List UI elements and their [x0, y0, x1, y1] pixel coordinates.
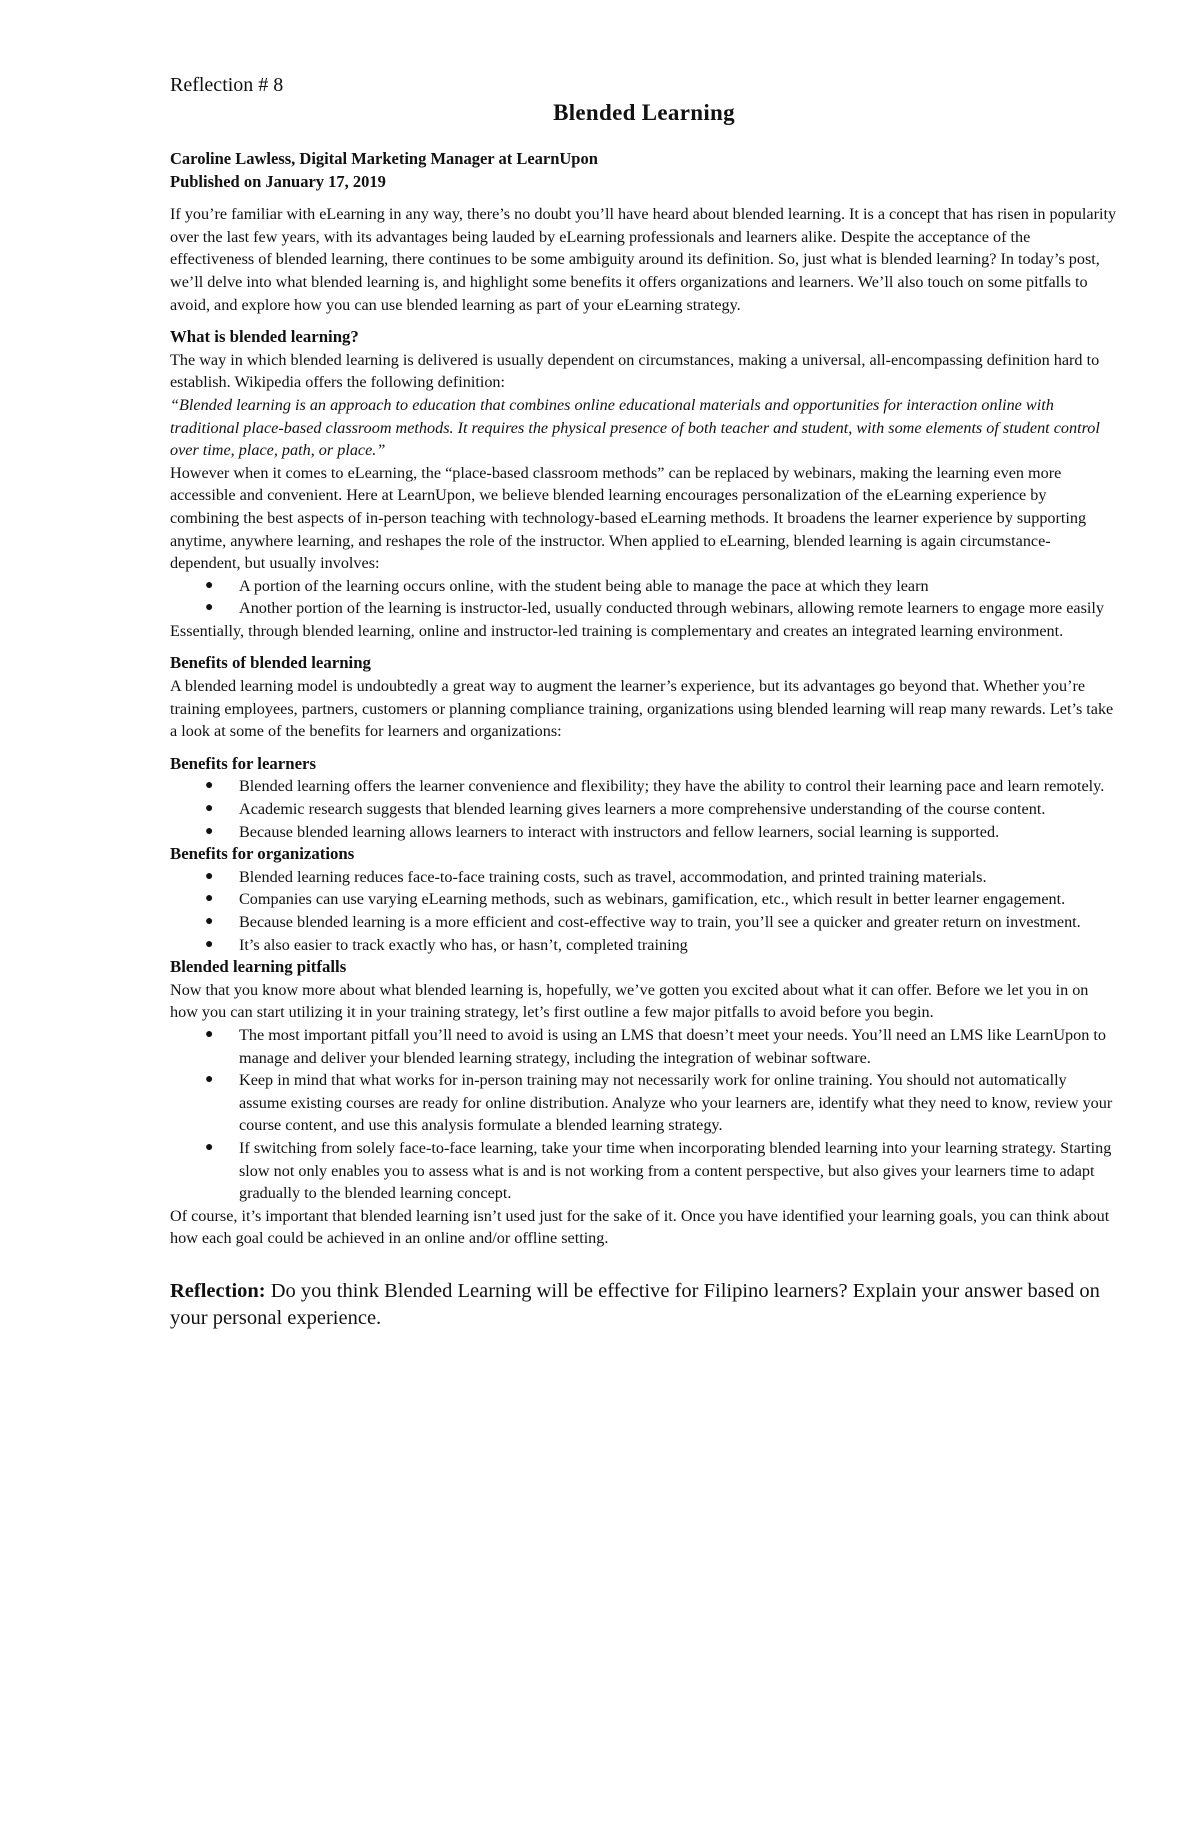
bullet-dot-icon: ●: [205, 868, 214, 884]
reflection-number: Reflection # 8: [170, 74, 284, 96]
bullet-dot-icon: ●: [205, 914, 214, 929]
list-item: [170, 1024, 1118, 1069]
list-item: [170, 775, 1118, 798]
list-item-text: Because blended learning is a more efficient and cost-effective way to train, you’ll see a quicker and greater return on investment.: [239, 913, 1081, 931]
bullet-dot-icon: ●: [205, 823, 214, 839]
pitfalls-bullet-list: [170, 1024, 1118, 1205]
list-item: [170, 934, 1118, 957]
list-item-text: The most important pitfall you’ll need to avoid is using an LMS that doesn’t meet your needs. You’ll need an LMS like LearnUpon to manage and deliver your blended learning strategy, including the integration of webinar software.: [239, 1025, 1106, 1067]
list-item-text: Academic research suggests that blended learning gives learners a more comprehensive understanding of the course content.: [239, 800, 1046, 819]
bullet-dot-icon: ●: [205, 891, 214, 907]
heading-benefits-organizations: Benefits for organizations: [170, 844, 355, 864]
what-paragraph-1: The way in which blended learning is delivered is usually dependent on circumstances, making a universal, all-encompassing definition hard to establish. Wikipedia offers the following definition:: [170, 350, 1100, 392]
list-item: [170, 597, 1118, 620]
page-title: Blended Learning: [553, 100, 735, 125]
list-item-text: If switching from solely face-to-face learning, take your time when incorporating blended learning into your learning strategy. Starting slow not only enables you to assess what is and is not working from a content perspective, but also gives your learners time to adapt gradually to the blended learning concept.: [239, 1138, 1112, 1203]
reflection-question-text: Do you think Blended Learning will be effective for Filipino learners? Explain your answer based on your personal experience.: [170, 1279, 1100, 1329]
bullet-dot-icon: ●: [205, 778, 214, 794]
bullet-dot-icon: ●: [205, 1139, 214, 1155]
reflection-question: [170, 1278, 1118, 1332]
list-item-text: A portion of the learning occurs online, with the student being able to manage the pace at which they learn: [239, 576, 929, 595]
bullet-dot-icon: ●: [205, 600, 214, 616]
heading-what-is: What is blended learning?: [170, 327, 359, 347]
bullet-dot-icon: ●: [205, 936, 214, 952]
bullet-dot-icon: ●: [205, 801, 214, 817]
pitfalls-paragraph-1: Now that you know more about what blended learning is, hopefully, we’ve gotten you excited about what it can offer. Before we let you in on how you can start utilizing it in your training strategy, let’s first outline a few major pitfalls to avoid before you begin.: [170, 980, 1089, 1022]
bullet-dot-icon: ●: [205, 1072, 214, 1088]
heading-pitfalls: Blended learning pitfalls: [170, 957, 347, 977]
list-item-text: Companies can use varying eLearning methods, such as webinars, gamification, etc., which result in better learner engagement.: [239, 890, 1066, 909]
list-item-text: It’s also easier to track exactly who has, or hasn’t, completed training: [239, 935, 688, 954]
list-item: [170, 888, 1118, 911]
heading-benefits-learners: Benefits for learners: [170, 753, 317, 773]
list-item: [170, 1069, 1118, 1137]
list-item: [170, 798, 1118, 821]
author-byline: Caroline Lawless, Digital Marketing Manager at LearnUpon: [170, 149, 598, 168]
organizations-bullet-list: [170, 866, 1118, 956]
list-item: [170, 866, 1118, 889]
list-item-text: Keep in mind that what works for in-person training may not necessarily work for online training. You should not automatically assume existing courses are ready for online distribution. Analyze who your learners are, identify what they need to know, review your course content, and use this analysis formulate a blended learning strategy.: [239, 1071, 1113, 1135]
bullet-dot-icon: ●: [205, 1026, 214, 1042]
list-item: [170, 911, 1118, 934]
what-bullet-list: [170, 575, 1118, 620]
list-item-text: Because blended learning allows learners to interact with instructors and fellow learners, social learning is supported.: [239, 822, 1000, 841]
pitfalls-paragraph-2: Of course, it’s important that blended learning isn’t used just for the sake of it. Once you have identified your learning goals, you can think about how each goal could be achieved in an online and/or offline setting.: [170, 1206, 1110, 1248]
list-item-text: Another portion of the learning is instructor-led, usually conducted through webinars, allowing remote learners to engage more easily: [239, 599, 1105, 618]
learners-bullet-list: [170, 775, 1118, 843]
intro-paragraph: If you’re familiar with eLearning in any way, there’s no doubt you’ll have heard about blended learning. It is a concept that has risen in popularity over the last few years, with its advantages being lauded by eLearning professionals and learners alike. Despite the acceptance of the effectiveness of blended learning, there continues to be some ambiguity around its definition. So, just what is blended learning? In today’s post, we’ll delve into what blended learning is, and highlight some benefits it offers organizations and learners. We’ll also touch on some pitfalls to avoid, and explore how you can use blended learning as part of your eLearning strategy.: [170, 205, 1117, 314]
list-item-text: Blended learning offers the learner convenience and flexibility; they have the ability to control their learning pace and learn remotely.: [239, 777, 1105, 796]
benefits-paragraph: A blended learning model is undoubtedly a great way to augment the learner’s experience, but its advantages go beyond that. Whether you’re training employees, partners, customers or planning compliance training, organizations using blended learning will reap many rewards. Let’s take a look at some of the benefits for learners and organizations:: [170, 677, 1114, 741]
published-date: Published on January 17, 2019: [170, 171, 386, 191]
heading-benefits: Benefits of blended learning: [170, 653, 371, 673]
list-item: [170, 1137, 1118, 1205]
what-paragraph-2: However when it comes to eLearning, the “place-based classroom methods” can be replaced by webinars, making the learning even more accessible and convenient. Here at LearnUpon, we believe blended learning encourages personalization of the eLearning experience by combining the best aspects of in-person teaching with technology-based eLearning methods. It broadens the learner experience by supporting anytime, anywhere learning, and reshapes the role of the instructor. When applied to eLearning, blended learning is again circumstance-dependent, but usually involves:: [170, 463, 1087, 573]
what-paragraph-3: Essentially, through blended learning, online and instructor-led training is complementary and creates an integrated learning environment.: [170, 621, 1064, 640]
reflection-label: Reflection:: [170, 1279, 266, 1302]
list-item-text: Blended learning reduces face-to-face training costs, such as travel, accommodation, and printed training materials.: [239, 867, 987, 886]
wikipedia-quote: “Blended learning is an approach to education that combines online educational materials and opportunities for interaction online with traditional place-based classroom methods. It requires the physical presence of both teacher and student, with some elements of student control over time, place, path, or place.”: [170, 395, 1100, 460]
list-item: [170, 821, 1118, 844]
bullet-dot-icon: ●: [205, 577, 214, 593]
list-item: [170, 575, 1118, 598]
